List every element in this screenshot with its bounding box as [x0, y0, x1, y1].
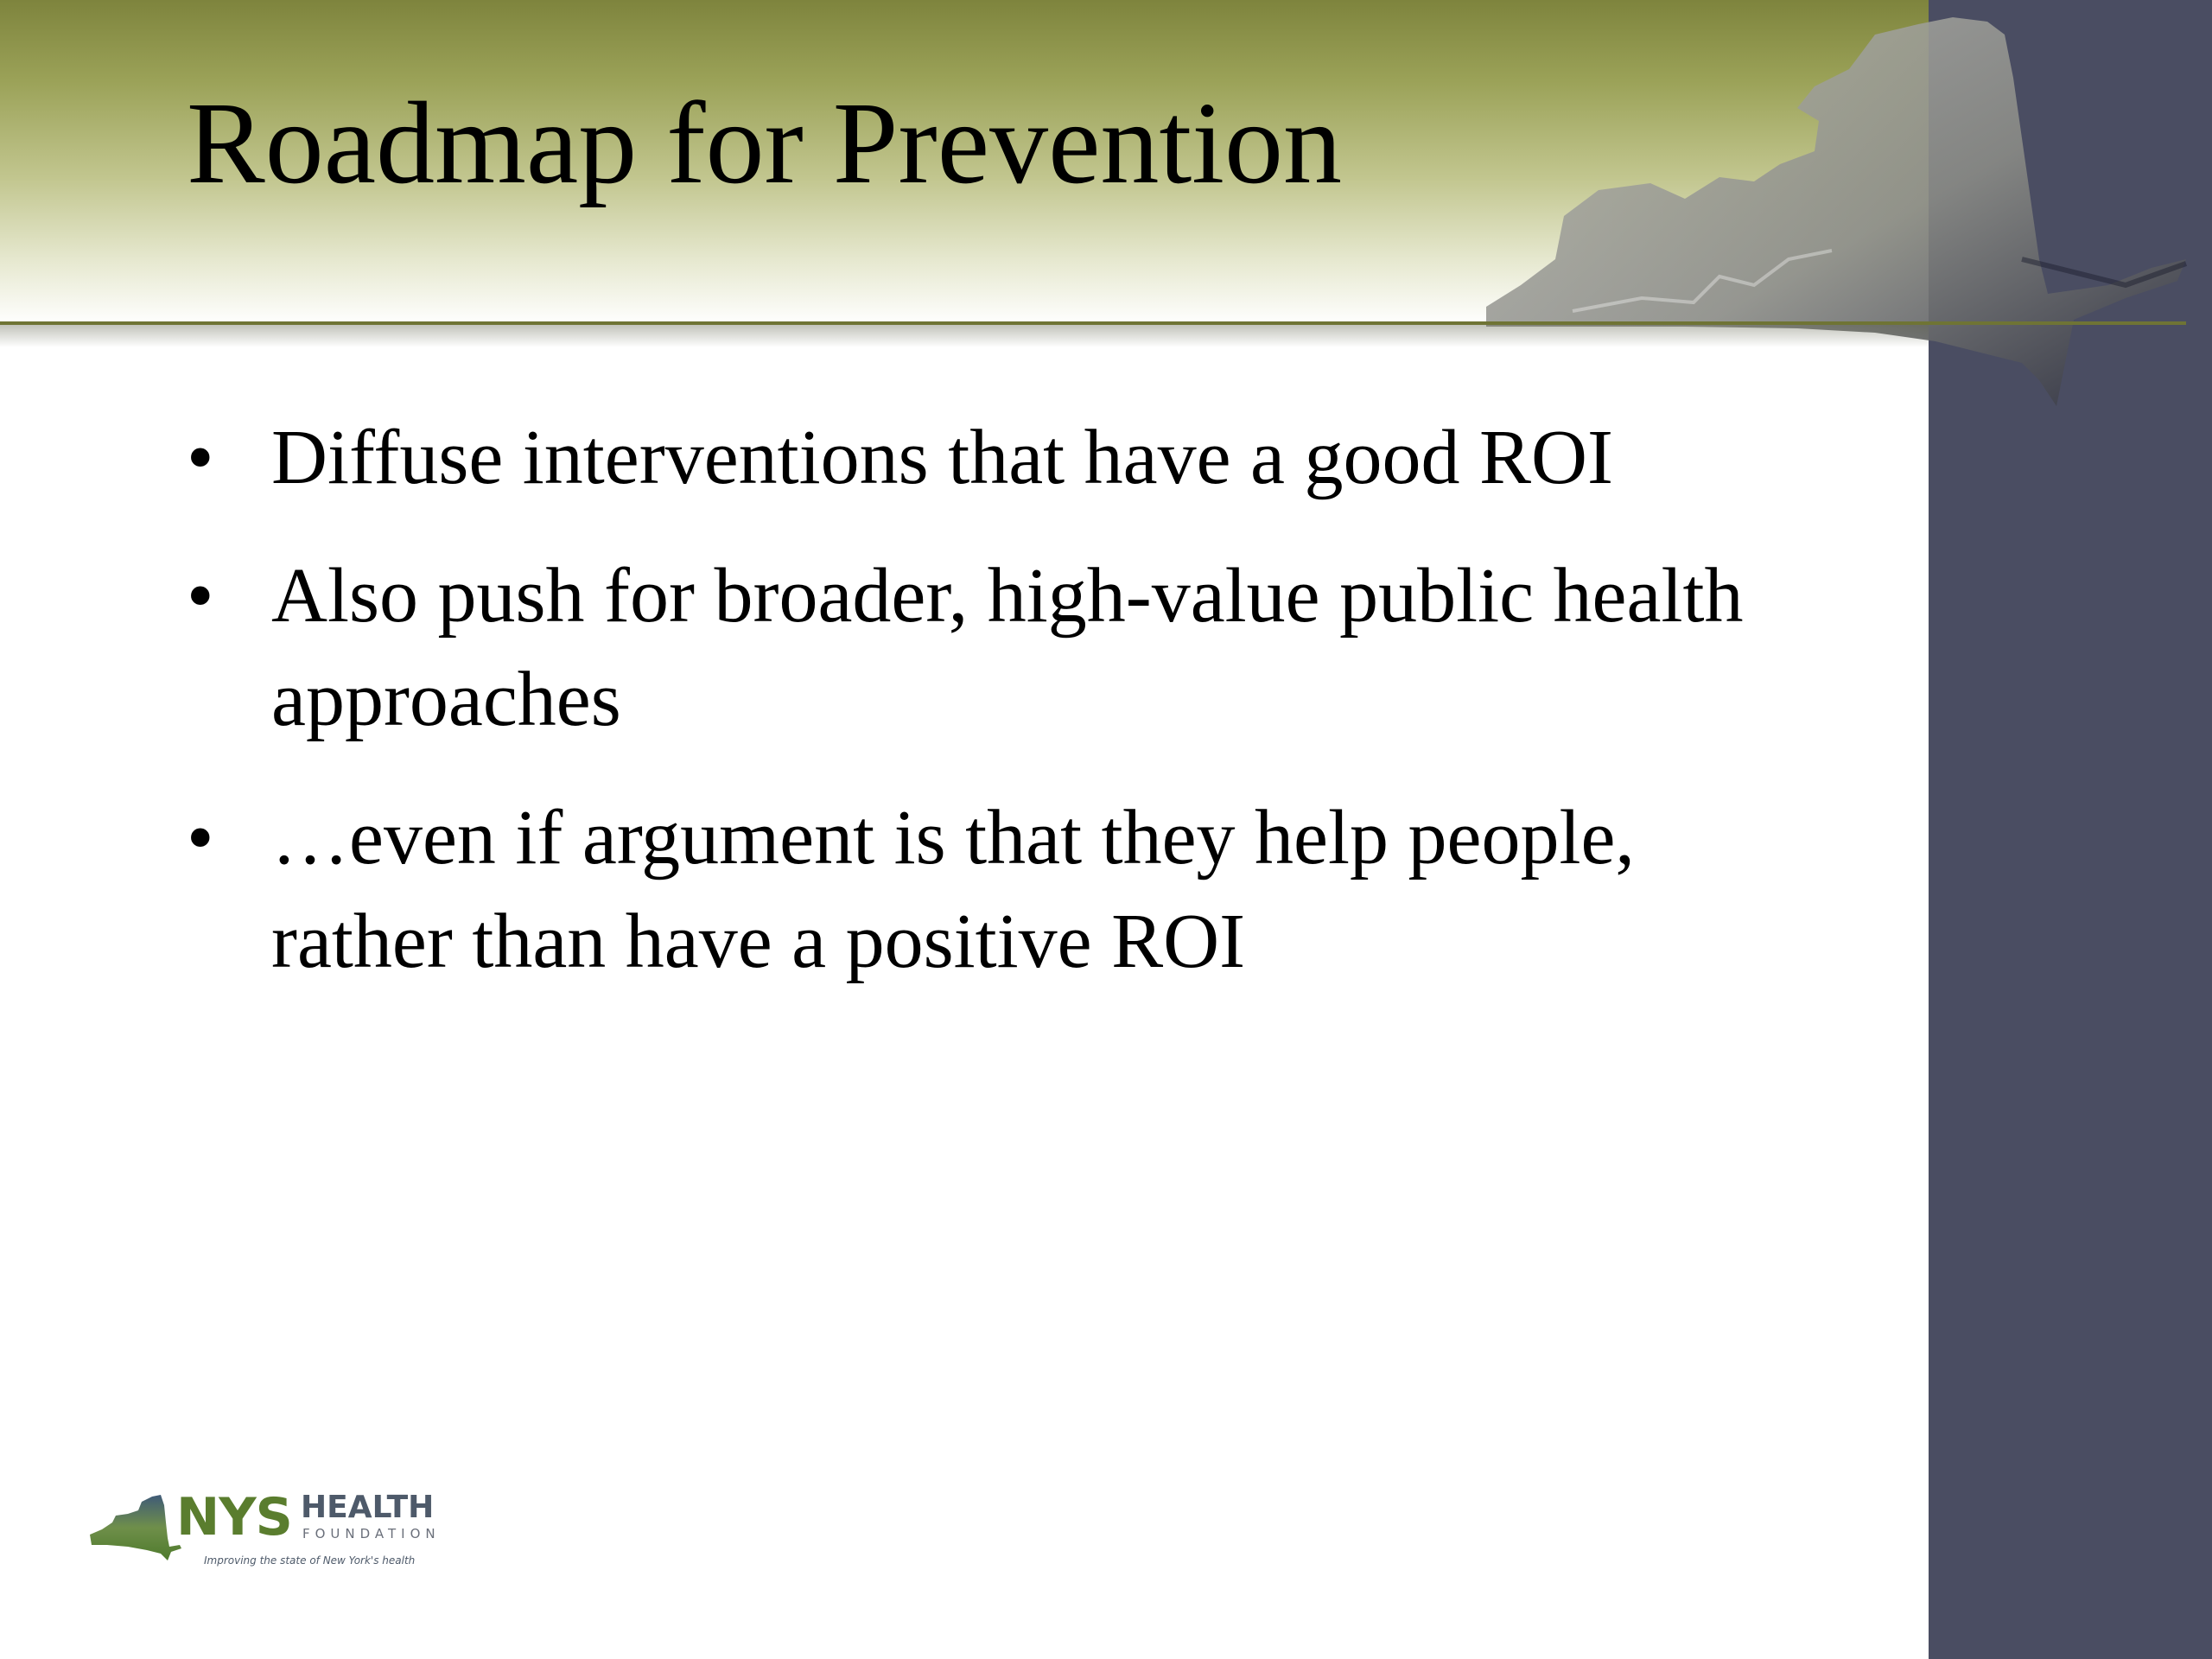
logo-foundation-text: FOUNDATION	[302, 1526, 441, 1541]
bullet-text: Also push for broader, high-value public health approaches	[271, 553, 1744, 742]
bullet-marker: •	[187, 553, 214, 639]
bullet-marker: •	[187, 795, 214, 880]
header-shadow	[0, 325, 1929, 347]
bullet-text: Diffuse interventions that have a good ROI	[271, 415, 1613, 500]
slide-title: Roadmap for Prevention	[187, 79, 1343, 208]
bullet-item	[187, 786, 1828, 994]
logo-nys-text: NYS	[176, 1487, 292, 1548]
logo-health-text: HEALTH	[301, 1490, 435, 1525]
bullet-list	[187, 406, 1828, 1028]
bullet-item	[187, 544, 1828, 752]
bullet-marker: •	[187, 415, 214, 500]
logo-tagline: Improving the state of New York's health	[204, 1554, 416, 1567]
nys-health-foundation-logo	[86, 1486, 467, 1573]
bullet-text: …even if argument is that they help people, rather than have a positive ROI	[271, 795, 1635, 984]
bullet-item	[187, 406, 1828, 510]
new-york-state-logo-icon	[86, 1491, 183, 1564]
